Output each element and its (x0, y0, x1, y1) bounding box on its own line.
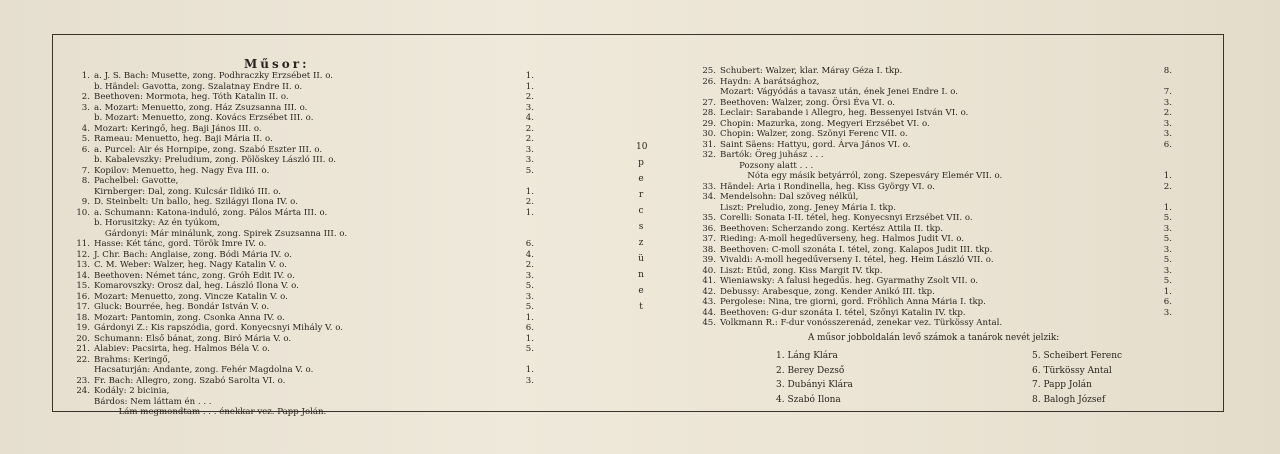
teacher-entry: 8. Balogh József (1032, 394, 1106, 405)
item-number: 4. (81, 123, 90, 134)
teacher-number: 6. (1163, 139, 1172, 150)
item-text: Mozart: Menuetto, zong. Vincze Katalin V. o. (94, 291, 288, 302)
program-item (68, 407, 548, 418)
item-number: 45. (702, 318, 716, 328)
program-item (68, 92, 548, 103)
item-number: 25. (702, 66, 716, 76)
intermission-letter: s (638, 222, 644, 232)
item-text: Mozart: Keringő, heg. Baji János III. o. (94, 123, 262, 134)
item-text: Rieding: A-moll hegedűverseny, heg. Halmos Judit VI. o. (720, 234, 965, 244)
item-number: 3. (81, 102, 90, 113)
program-item (68, 134, 548, 145)
item-number: 13. (76, 260, 90, 270)
intermission-letter: c (638, 206, 644, 216)
item-text: Mozart: Pantomin, zong. Csonka Anna IV. o. (94, 312, 285, 323)
item-number: 16. (76, 291, 90, 302)
teacher-number: 5. (1163, 255, 1172, 265)
item-number: 1. (81, 71, 90, 81)
teacher-number: 3. (525, 102, 534, 113)
program-item (694, 276, 1184, 287)
program-item (694, 234, 1184, 245)
teacher-number: 3. (1163, 265, 1172, 276)
item-number: 19. (76, 323, 90, 333)
program-item (694, 150, 1184, 161)
item-number: 10. (76, 207, 90, 218)
item-number: 24. (76, 386, 90, 396)
program-item (68, 355, 548, 366)
program-item (68, 176, 548, 187)
item-text: Gárdonyi: Már minálunk, zong. Spirek Zsuzsanna III. o. (94, 228, 348, 239)
teacher-number: 5. (1163, 213, 1172, 223)
item-number: 34. (702, 192, 716, 202)
item-text: Volkmann R.: F-dur vonósszerenád, zenekar vez. Türkössy Antal. (720, 318, 1003, 328)
item-text: a. Purcel: Air és Hornpipe, zong. Szabó Eszter III. o. (94, 144, 323, 155)
program-title: Műsor: (244, 57, 310, 71)
item-number: 18. (76, 312, 90, 323)
program-item (68, 113, 548, 124)
program-item (694, 77, 1184, 88)
item-number: 32. (702, 150, 716, 160)
program-item (694, 224, 1184, 235)
teacher-number: 3. (1163, 244, 1172, 255)
program-item (68, 229, 548, 240)
program-item (694, 182, 1184, 193)
program-item (694, 297, 1184, 308)
program-item (694, 140, 1184, 151)
teacher-number: 3. (1163, 118, 1172, 129)
intermission-letter: ü (638, 254, 644, 264)
teacher-number: 3. (1163, 97, 1172, 108)
item-text: Corelli: Sonata I-II. tétel, heg. Konyecsnyi Erzsébet VII. o. (720, 213, 973, 223)
item-number: 23. (76, 375, 90, 386)
item-number: 8. (81, 176, 90, 186)
intermission-letter: t (639, 302, 643, 312)
program-item (694, 161, 1184, 172)
item-text: C. M. Weber: Walzer, heg. Nagy Katalin V. o. (94, 260, 287, 270)
item-number: 14. (76, 270, 90, 281)
item-number: 5. (81, 134, 90, 144)
teacher-number: 6. (525, 239, 534, 249)
program-item (68, 376, 548, 387)
item-text: a. Mozart: Menuetto, zong. Ház Zsuzsanna III. o. (94, 102, 308, 113)
program-item (68, 166, 548, 177)
item-number: 21. (76, 344, 90, 354)
teacher-number: 3. (1163, 129, 1172, 139)
item-text: Schubert: Walzer, klar. Máray Géza I. tkp. (720, 66, 903, 76)
item-text: Gluck: Bourrée, heg. Bondár István V. o. (94, 302, 270, 312)
item-text: a. Schumann: Katona-induló, zong. Pálos Márta III. o. (94, 207, 328, 218)
teacher-number: 3. (1163, 307, 1172, 318)
teacher-number: 1. (525, 365, 534, 375)
item-number: 44. (702, 307, 716, 318)
item-number: 40. (702, 265, 716, 276)
item-number: 26. (702, 76, 716, 87)
item-text: Beethoven: Mormota, heg. Tóth Katalin II. o. (94, 92, 289, 102)
teacher-number: 6. (1163, 297, 1172, 307)
program-item (68, 386, 548, 397)
intermission-letter: p (638, 158, 644, 168)
item-text: Fr. Bach: Allegro, zong. Szabó Sarolta VI. o. (94, 375, 286, 386)
program-item (694, 213, 1184, 224)
item-text: Händel: Aria i Rondinella, heg. Kiss György VI. o. (720, 181, 935, 192)
teacher-entry: 7. Papp Jolán (1032, 380, 1092, 390)
teacher-number: 1. (525, 71, 534, 81)
teacher-number: 2. (525, 197, 534, 207)
teacher-entry: 5. Scheibert Ferenc (1032, 351, 1123, 361)
item-text: Hacsaturján: Andante, zong. Fehér Magdolna V. o. (94, 365, 314, 375)
program-item (694, 203, 1184, 214)
teacher-entry: 1. Láng Klára (776, 351, 838, 361)
item-text: Beethoven: G-dur szonáta I. tétel, Szőnyi Katalin IV. tkp. (720, 307, 966, 318)
program-item (68, 281, 548, 292)
teacher-number: 8. (1163, 66, 1172, 76)
teacher-number: 1. (525, 186, 534, 197)
program-item (68, 82, 548, 93)
program-item (68, 103, 548, 114)
item-text: Haydn: A barátsághoz, (720, 76, 820, 87)
item-number: 11. (76, 239, 90, 249)
item-text: Alabiev: Pacsirta, heg. Halmos Béla V. o. (94, 344, 270, 354)
teacher-entry: 3. Dubányi Klára (776, 380, 853, 390)
item-number: 33. (702, 181, 716, 192)
item-text: Nóta egy másik betyárról, zong. Szepesváry Elemér VII. o. (720, 171, 1003, 181)
program-item (694, 266, 1184, 277)
item-number: 7. (81, 165, 90, 176)
item-text: Beethoven: Német tánc, zong. Gróh Edit IV. o. (94, 270, 295, 281)
item-number: 20. (76, 333, 90, 344)
program-item (694, 98, 1184, 109)
teacher-number: 1. (525, 312, 534, 323)
item-number: 42. (702, 286, 716, 297)
teacher-entry: 2. Berey Dezső (776, 365, 845, 376)
item-text: Beethoven: Scherzando zong. Kertész Attila II. tkp. (720, 223, 944, 234)
item-text: b. Horusitzky: Az én tyúkom, (94, 218, 221, 228)
teacher-number: 2. (1163, 181, 1172, 192)
item-number: 28. (702, 108, 716, 118)
item-text: Beethoven: C-moll szonáta I. tétel, zong. Kalapos Judit III. tkp. (720, 244, 993, 255)
item-text: Kodály: 2 bicinia, (94, 386, 170, 396)
item-text: Bartók: Öreg juhász . . . (720, 150, 824, 160)
left-program-list (68, 71, 548, 418)
teacher-number: 5. (1163, 276, 1172, 286)
program-item (694, 108, 1184, 119)
item-number: 9. (81, 197, 90, 207)
teacher-number: 3. (525, 144, 534, 155)
teacher-number: 1. (525, 81, 534, 92)
item-text: b. Händel: Gavotta, zong. Szalatnay Endre II. o. (94, 81, 303, 92)
teacher-entry: 6. Türkössy Antal (1032, 365, 1112, 376)
teacher-number: 5. (525, 344, 534, 354)
program-item (694, 318, 1184, 329)
item-number: 17. (76, 302, 90, 312)
program-item (68, 365, 548, 376)
teacher-number: 3. (525, 270, 534, 281)
item-text: b. Mozart: Menuetto, zong. Kovács Erzsébet III. o. (94, 113, 314, 123)
program-item (694, 87, 1184, 98)
item-text: Komarovszky: Orosz dal, heg. László Ilona V. o. (94, 281, 299, 291)
program-item (694, 308, 1184, 319)
right-program-list (694, 66, 1184, 329)
item-number: 41. (702, 276, 716, 286)
item-text: Chopin: Mazurka, zong. Megyeri Erzsébet VI. o. (720, 118, 930, 129)
teacher-number: 3. (1163, 223, 1172, 234)
teacher-entry: 4. Szabó Ilona (776, 394, 841, 405)
program-item (68, 197, 548, 208)
intermission-label (636, 139, 646, 315)
item-text: Bárdos: Nem láttam én . . . (94, 396, 212, 407)
teacher-number: 2. (525, 260, 534, 270)
program-item (68, 260, 548, 271)
teacher-number: 5. (525, 281, 534, 291)
teacher-number: 2. (525, 123, 534, 134)
program-item (694, 255, 1184, 266)
intermission-letter: n (638, 270, 644, 280)
item-text: Hasse: Két tánc, gord. Török Imre IV. o. (94, 239, 267, 249)
teacher-number: 1. (525, 207, 534, 218)
program-item (68, 323, 548, 334)
item-text: Gárdonyi Z.: Kis rapszódia, gord. Konyecsnyi Mihály V. o. (94, 323, 343, 333)
program-item (68, 71, 548, 82)
program-item (694, 171, 1184, 182)
teacher-number: 1. (1163, 171, 1172, 181)
item-text: Saint Säens: Hattyu, gord. Árva János VI. o. (720, 139, 911, 150)
legend-heading: A műsor jobboldalán levő számok a tanárok nevét jelzik: (808, 333, 1060, 343)
item-text: Beethoven: Walzer, zong. Örsi Éva VI. o. (720, 97, 895, 108)
item-text: Vivaldi: A-moll hegedűverseny I. tétel, heg. Heim László VII. o. (720, 255, 994, 265)
teacher-number: 4. (525, 249, 534, 260)
program-item (68, 344, 548, 355)
item-number: 15. (76, 281, 90, 291)
program-item (68, 187, 548, 198)
intermission-letter: e (638, 174, 644, 184)
program-item (68, 124, 548, 135)
program-item (68, 239, 548, 250)
program-item (68, 271, 548, 282)
intermission-letter: z (638, 238, 644, 248)
item-number: 37. (702, 234, 716, 244)
item-text: Kirnberger: Dal, zong. Kulcsár Ildikó III. o. (94, 186, 281, 197)
teacher-number: 1. (1163, 286, 1172, 297)
program-item (68, 155, 548, 166)
teacher-number: 3. (525, 291, 534, 302)
item-text: Debussy: Arabesque, zong. Kender Anikó III. tkp. (720, 286, 935, 297)
intermission-letter: e (638, 286, 644, 296)
program-item (694, 245, 1184, 256)
teacher-number: 5. (525, 302, 534, 312)
item-text: b. Kabalevszky: Preludium, zong. Pölöskey László III. o. (94, 155, 336, 165)
program-item (694, 129, 1184, 140)
item-text: Liszt: Preludio, zong. Jeney Mária I. tkp. (720, 202, 896, 213)
program-item (68, 145, 548, 156)
program-item (68, 250, 548, 261)
item-text: Leclair: Sarabande i Allegro, heg. Bessenyei István VI. o. (720, 108, 969, 118)
program-item (68, 313, 548, 324)
program-item (694, 119, 1184, 130)
program-item (68, 334, 548, 345)
item-number: 38. (702, 244, 716, 255)
teacher-list-left (776, 349, 853, 407)
item-text: Rameau: Menuetto, heg. Baji Mária II. o. (94, 134, 273, 144)
program-item (68, 292, 548, 303)
teacher-number: 1. (1163, 202, 1172, 213)
teacher-number: 2. (1163, 108, 1172, 118)
program-item (68, 208, 548, 219)
intermission-letter: r (638, 190, 644, 200)
item-number: 6. (81, 144, 90, 155)
teacher-number: 1. (525, 333, 534, 344)
program-item (694, 287, 1184, 298)
item-text: Pergolese: Nina, tre giorni, gord. Fröhlich Anna Mária I. tkp. (720, 297, 986, 307)
item-text: Pozsony alatt . . . (720, 160, 814, 171)
item-number: 43. (702, 297, 716, 307)
teacher-number: 2. (525, 92, 534, 102)
item-number: 12. (76, 249, 90, 260)
item-text: Schumann: Első bánat, zong. Biró Mária V. o. (94, 333, 292, 344)
item-number: 36. (702, 223, 716, 234)
item-number: 35. (702, 213, 716, 223)
item-number: 39. (702, 255, 716, 265)
item-number: 29. (702, 118, 716, 129)
item-text: D. Steinbelt: Un ballo, heg. Szilágyi Ilona IV. o. (94, 197, 298, 207)
program-item (68, 218, 548, 229)
item-text: Chopin: Walzer, zong. Szönyi Ferenc VII. o. (720, 129, 908, 139)
item-text: a. J. S. Bach: Musette, zong. Podhraczky Erzsébet II. o. (94, 71, 333, 81)
teacher-number: 7. (1163, 87, 1172, 97)
item-text: Liszt: Etűd, zong. Kiss Margit IV. tkp. (720, 265, 883, 276)
teacher-number: 4. (525, 113, 534, 123)
program-item (68, 397, 548, 408)
teacher-number: 3. (525, 155, 534, 165)
teacher-number: 6. (525, 323, 534, 333)
teacher-number: 3. (525, 375, 534, 386)
item-text: Brahms: Keringő, (94, 354, 171, 365)
item-number: 31. (702, 139, 716, 150)
item-number: 22. (76, 354, 90, 365)
item-text: Lám megmondtam . . . énekkar vez. Papp Jolán. (94, 407, 327, 417)
teacher-number: 5. (525, 165, 534, 176)
program-item (68, 302, 548, 313)
item-text: Kopilov: Menuetto, heg. Nagy Éva III. o. (94, 165, 270, 176)
item-text: Wieniawsky: A falusi hegedűs. heg. Gyarmathy Zsolt VII. o. (720, 276, 978, 286)
item-text: J. Chr. Bach: Anglaise, zong. Bódi Mária IV. o. (94, 249, 292, 260)
teacher-number: 5. (1163, 234, 1172, 244)
intermission-letter: 10 (636, 142, 648, 152)
item-number: 30. (702, 129, 716, 139)
item-number: 27. (702, 97, 716, 108)
teacher-number: 2. (525, 134, 534, 144)
item-text: Mendelsohn: Dal szöveg nélkül, (720, 192, 859, 202)
item-number: 2. (81, 92, 90, 102)
item-text: Mozart: Vágyódás a tavasz után, ének Jenei Endre I. o. (720, 87, 958, 97)
program-item (694, 66, 1184, 77)
program-item (694, 192, 1184, 203)
item-text: Pachelbel: Gavotte, (94, 176, 179, 186)
teacher-list-right (1032, 349, 1122, 407)
